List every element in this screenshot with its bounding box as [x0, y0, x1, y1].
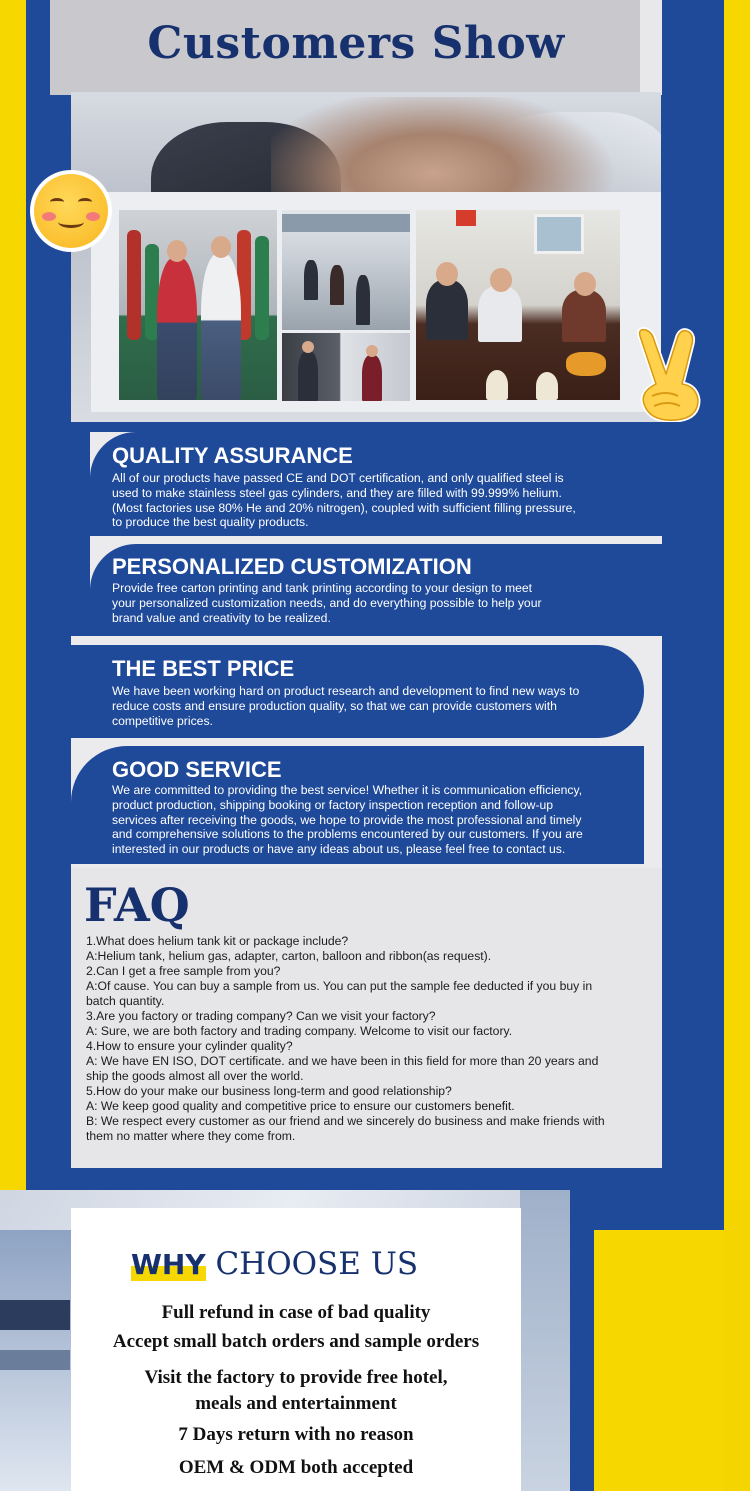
faq-line: 2.Can I get a free sample from you? — [86, 964, 281, 978]
why-reason: 7 Days return with no reason — [178, 1424, 414, 1445]
bottom-blue-block — [570, 1195, 724, 1231]
why-choose-title — [131, 1246, 446, 1286]
faq-line: batch quantity. — [86, 994, 165, 1008]
smiling-face-emoji-icon — [30, 170, 112, 252]
quality-assurance-text: All of our products have passed CE and DOT certification, and only qualified steel is used to make stainless steel gas cylinders, and they are filled with 99.999% helium. (Most factories use 80% He and 20% nitrogen), coupled with sufficient filling pressure, to produce the best quality products. — [112, 471, 576, 530]
faq-line: A:Of cause. You can buy a sample from us. You can put the sample fee deducted if you buy in — [86, 979, 593, 993]
customer-photo-office — [282, 333, 410, 401]
faq-title: FAQ — [84, 878, 190, 932]
faq-line: A: We keep good quality and competitive price to ensure our customers benefit. — [86, 1099, 515, 1113]
customer-photo-meeting — [416, 210, 620, 400]
faq-line: A:Helium tank, helium gas, adapter, carton, balloon and ribbon(as request). — [86, 949, 492, 963]
faq-line: A: Sure, we are both factory and trading company. Welcome to visit our factory. — [86, 1024, 513, 1038]
page-title: Customers Show — [147, 18, 565, 69]
why-reason: meals and entertainment — [195, 1393, 397, 1414]
right-yellow-strip — [724, 0, 750, 1200]
bottom-blue-strip — [570, 1230, 594, 1491]
faq-line: 4.How to ensure your cylinder quality? — [86, 1039, 293, 1053]
why-reason: Full refund in case of bad quality — [161, 1302, 431, 1323]
quality-assurance-title: QUALITY ASSURANCE — [112, 443, 353, 468]
good-service-text: We are committed to providing the best service! Whether it is communication efficiency, product production, shipping booking or factory inspection reception and follow-up services after receiving the goods, we hope to provide the most professional and timely and comprehensive solutions to the problems encountered by our customers. If you are interested in our products or have any ideas about us, please feel free to contact us. — [112, 783, 583, 857]
faq-line: 1.What does helium tank kit or package include? — [86, 934, 349, 948]
best-price-text: We have been working hard on product research and development to find new ways to reduce costs and ensure production quality, so that we can provide customers with competitive prices. — [112, 684, 580, 728]
faq-line: A: We have EN ISO, DOT certificate. and we have been in this field for more than 20 years and — [86, 1054, 599, 1068]
customer-photo-airport — [282, 210, 410, 330]
faq-line: ship the goods almost all over the world. — [86, 1069, 304, 1083]
why-reason: Accept small batch orders and sample orders — [112, 1331, 480, 1352]
good-service-title: GOOD SERVICE — [112, 757, 282, 782]
customer-photo-cylinders — [119, 210, 277, 400]
faq-line: them no matter where they come from. — [86, 1129, 296, 1143]
why-choose-title-rest: CHOOSE US — [205, 1246, 419, 1282]
why-reason: Visit the factory to provide free hotel, — [144, 1367, 448, 1388]
faq-list — [86, 934, 652, 1144]
personalized-customization-title: PERSONALIZED CUSTOMIZATION — [112, 554, 472, 579]
bottom-yellow-block — [594, 1230, 724, 1491]
faq-line: 5.How do your make our business long-term and good relationship? — [86, 1084, 452, 1098]
victory-hand-emoji-icon — [626, 326, 718, 422]
faq-line: B: We respect every customer as our friend and we sincerely do business and make friends with — [86, 1114, 605, 1128]
why-reason: OEM & ODM both accepted — [178, 1457, 414, 1478]
best-price-title: THE BEST PRICE — [112, 656, 295, 681]
why-choose-title-highlight: WHY — [131, 1248, 206, 1281]
personalized-customization-text: Provide free carton printing and tank printing according to your design to meet your personalized customization needs, and do everything possible to help your brand value and creativity to be realized. — [112, 581, 542, 625]
faq-line: 3.Are you factory or trading company? Can we visit your factory? — [86, 1009, 436, 1023]
